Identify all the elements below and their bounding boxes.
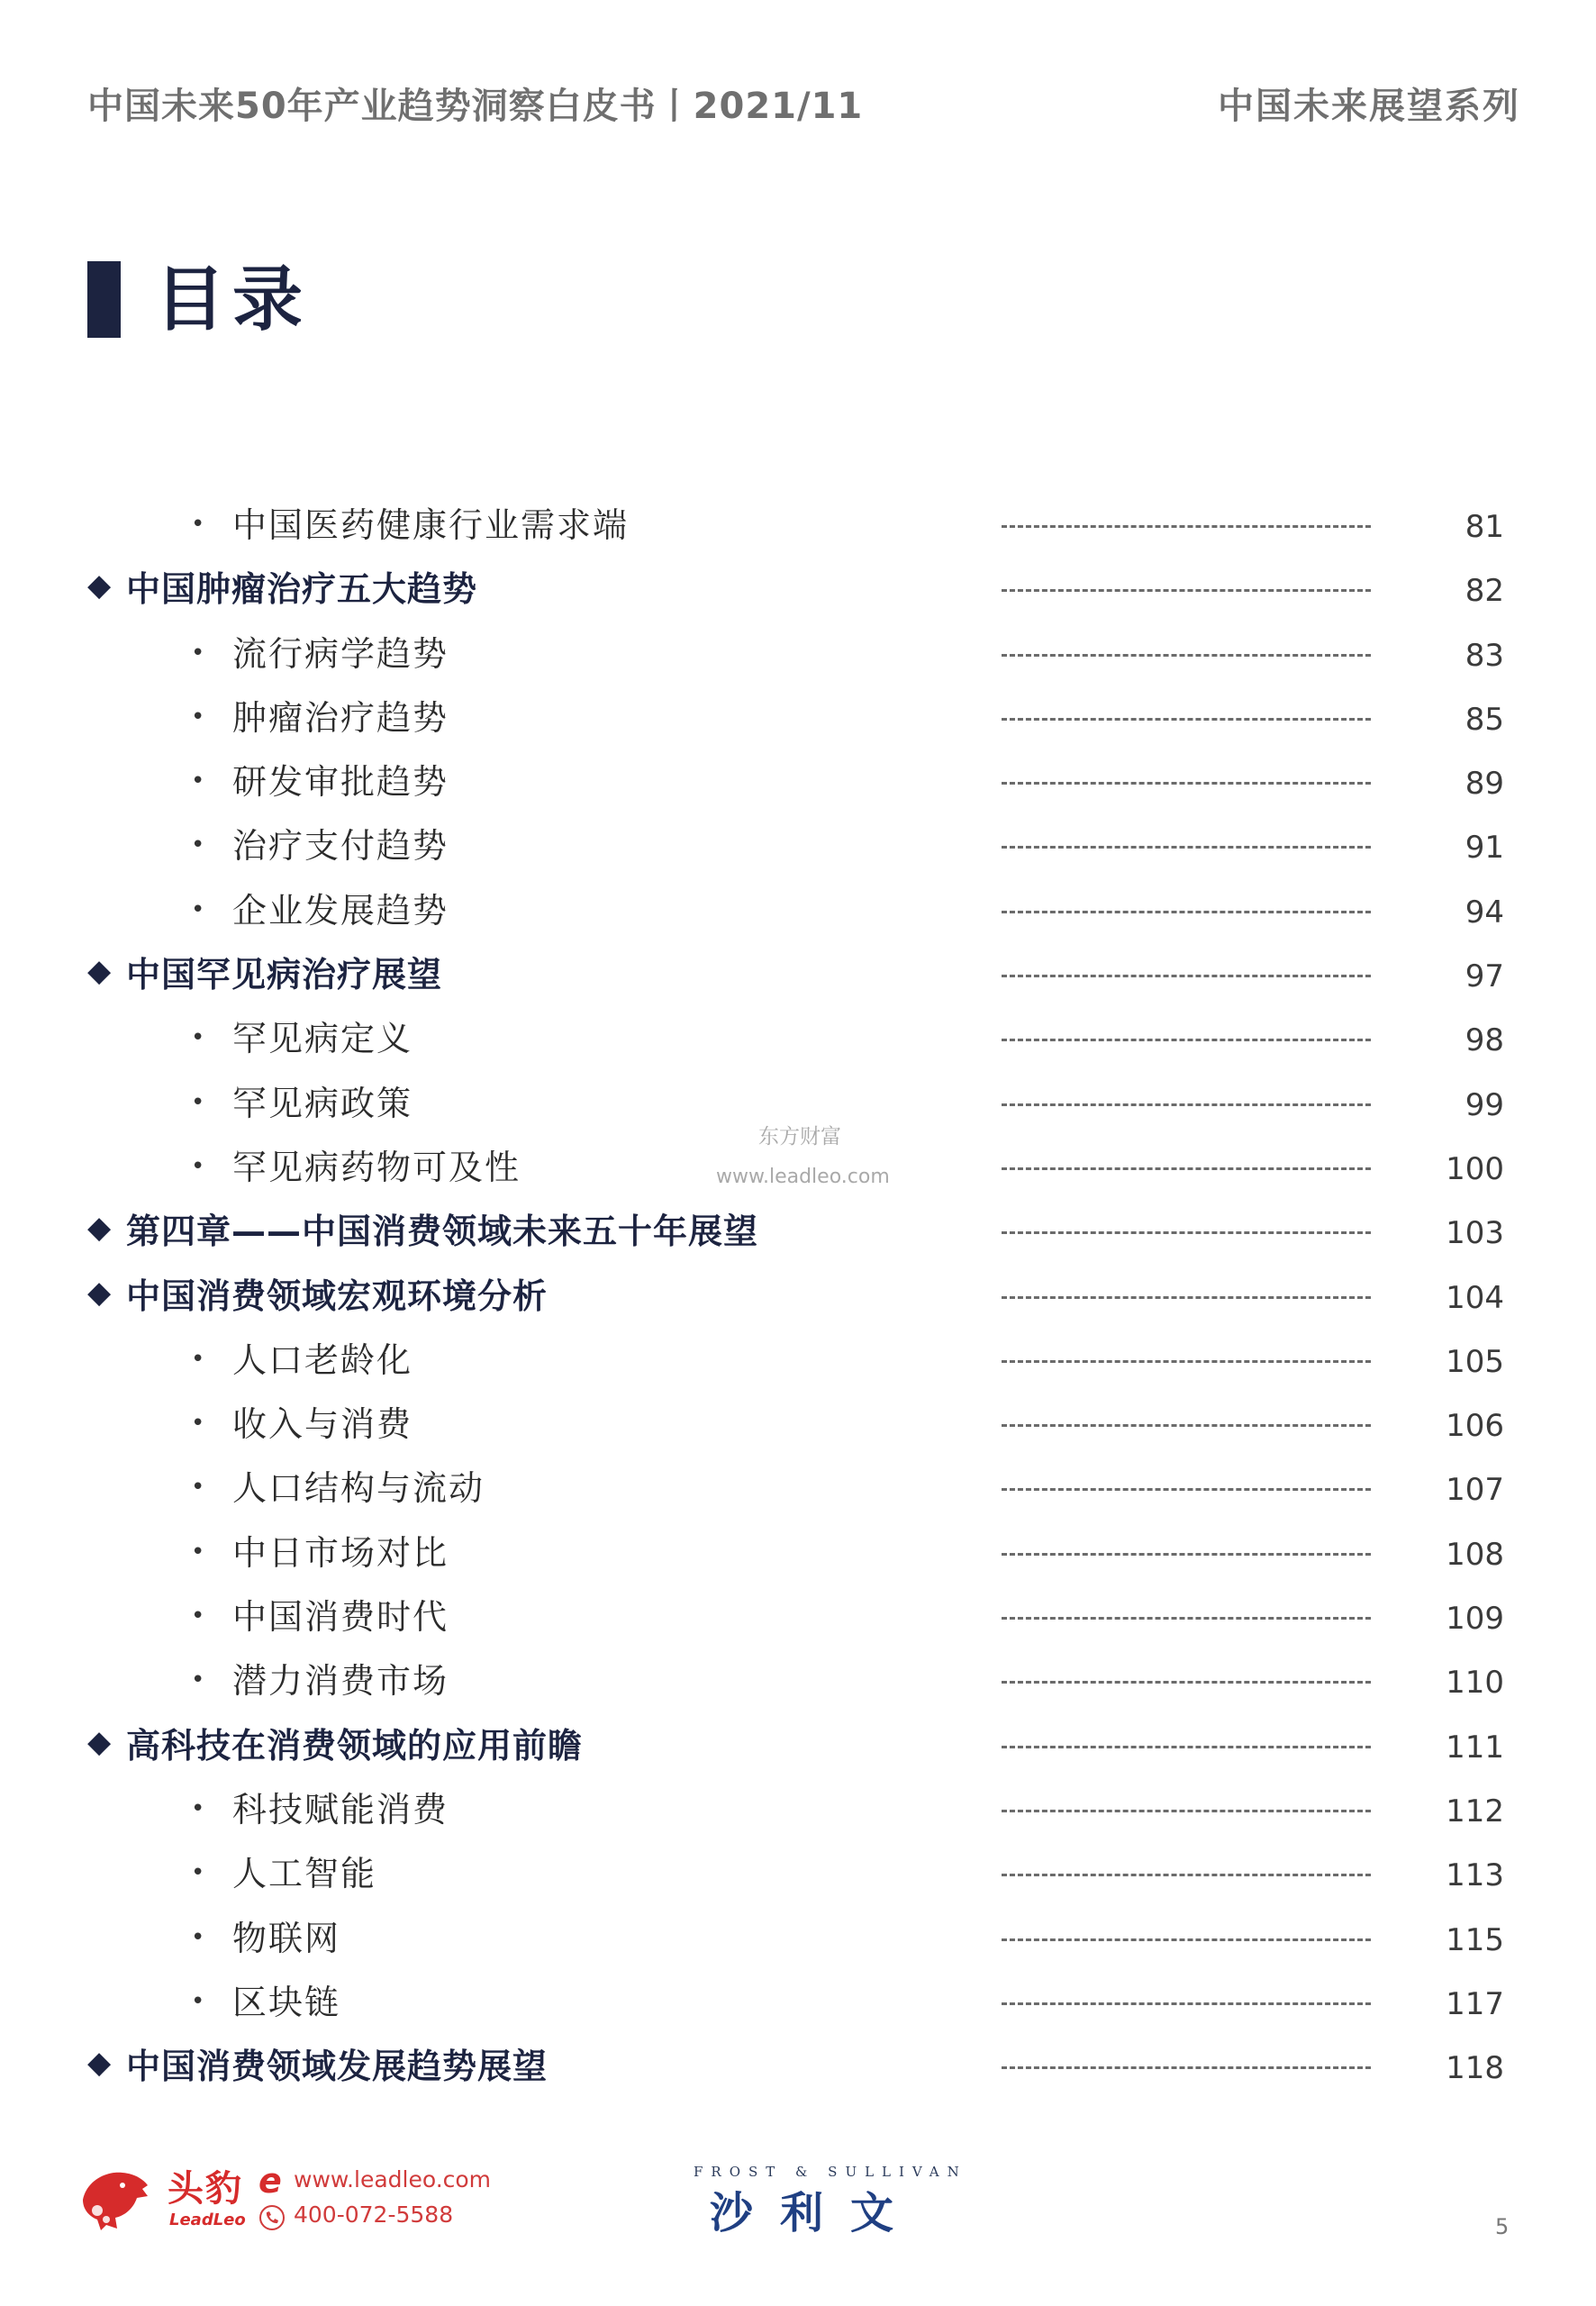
toc-page-number: 83: [1465, 637, 1504, 674]
dotted-leader: [1002, 975, 1371, 977]
toc-label: 罕见病药物可及性: [232, 1147, 521, 1187]
diamond-bullet-icon: ◆: [87, 567, 112, 604]
header-title: 中国未来50年产业趋势洞察白皮书丨2021/11: [87, 86, 864, 127]
dot-bullet-icon: •: [191, 1859, 205, 1887]
dot-bullet-icon: •: [191, 831, 205, 859]
diamond-bullet-icon: ◆: [87, 1210, 112, 1247]
dot-bullet-icon: •: [191, 1602, 205, 1630]
page-number: 5: [1495, 2214, 1510, 2239]
dot-bullet-icon: •: [191, 1538, 205, 1566]
toc-label: 中国罕见病治疗展望: [126, 955, 443, 995]
toc-label: 研发审批趋势: [232, 762, 449, 803]
toc-subsection[interactable]: [0, 1458, 1596, 1522]
toc-page-number: 115: [1446, 1921, 1504, 1958]
website-link[interactable]: www.leadleo.com: [294, 2166, 492, 2193]
phone-icon: [258, 2204, 286, 2231]
toc-section[interactable]: [0, 559, 1596, 623]
diamond-bullet-icon: ◆: [87, 1274, 112, 1311]
toc-label: 罕见病政策: [232, 1083, 413, 1123]
watermark-url: www.leadleo.com: [716, 1166, 890, 1188]
toc-page-number: 110: [1446, 1665, 1504, 1702]
dot-bullet-icon: •: [191, 1666, 205, 1694]
dotted-leader: [1002, 2002, 1371, 2005]
dot-bullet-icon: •: [191, 895, 205, 923]
toc-section[interactable]: [0, 945, 1596, 1009]
toc-label: 人口结构与流动: [232, 1468, 485, 1509]
dotted-leader: [1002, 1488, 1371, 1491]
diamond-bullet-icon: ◆: [87, 2045, 112, 2082]
toc-label: 企业发展趋势: [232, 890, 449, 931]
dot-bullet-icon: •: [191, 767, 205, 795]
page-title: 目录: [155, 259, 311, 340]
toc-subsection[interactable]: [0, 495, 1596, 559]
toc-page-number: 89: [1465, 766, 1504, 803]
toc-subsection[interactable]: [0, 1394, 1596, 1458]
dot-bullet-icon: •: [191, 1923, 205, 1951]
toc-subsection[interactable]: [0, 1844, 1596, 1908]
toc-page-number: 82: [1465, 573, 1504, 610]
toc-section[interactable]: [0, 2037, 1596, 2101]
dotted-leader: [1002, 718, 1371, 721]
toc-label: 高科技在消费领域的应用前瞻: [126, 1725, 584, 1766]
toc-label: 罕见病定义: [232, 1019, 413, 1059]
toc-subsection[interactable]: [0, 1523, 1596, 1587]
dotted-leader: [1002, 2066, 1371, 2069]
toc-page-number: 104: [1446, 1279, 1504, 1316]
toc-page-number: 81: [1465, 509, 1504, 545]
dotted-leader: [1002, 1039, 1371, 1041]
toc-page-number: 99: [1465, 1086, 1504, 1123]
dotted-leader: [1002, 1874, 1371, 1876]
dotted-leader: [1002, 1231, 1371, 1234]
phone-number: 400-072-5588: [294, 2202, 454, 2228]
dot-bullet-icon: •: [191, 1345, 205, 1373]
dotted-leader: [1002, 911, 1371, 913]
toc-label: 收入与消费: [232, 1404, 413, 1445]
dotted-leader: [1002, 782, 1371, 785]
dot-bullet-icon: •: [191, 1987, 205, 2015]
toc-page-number: 111: [1446, 1729, 1504, 1766]
watermark-text: 东方财富: [758, 1125, 841, 1148]
dot-bullet-icon: •: [191, 1152, 205, 1180]
toc-page-number: 94: [1465, 894, 1504, 931]
dotted-leader: [1002, 1296, 1371, 1299]
toc-page-number: 118: [1446, 2050, 1504, 2087]
dotted-leader: [1002, 1553, 1371, 1556]
toc-page-number: 107: [1446, 1472, 1504, 1509]
toc-page-number: 85: [1465, 701, 1504, 738]
dot-bullet-icon: •: [191, 1088, 205, 1116]
dotted-leader: [1002, 1167, 1371, 1170]
brand-name-en: LeadLeo: [169, 2211, 246, 2229]
toc-page-number: 105: [1446, 1343, 1504, 1380]
diamond-bullet-icon: ◆: [87, 953, 112, 990]
leadleo-leopard-logo-icon: [79, 2164, 151, 2232]
toc-page-number: 117: [1446, 1985, 1504, 2022]
toc-label: 中日市场对比: [232, 1532, 449, 1573]
toc-label: 人口老龄化: [232, 1339, 413, 1380]
toc-page-number: 113: [1446, 1857, 1504, 1894]
toc-page-number: 91: [1465, 830, 1504, 867]
toc-subsection[interactable]: [0, 1330, 1596, 1394]
toc-subsection[interactable]: [0, 1973, 1596, 2037]
toc-subsection[interactable]: [0, 1909, 1596, 1973]
header-series: 中国未来展望系列: [1218, 86, 1520, 127]
toc-subsection[interactable]: [0, 881, 1596, 945]
toc-label: 第四章——中国消费领域未来五十年展望: [126, 1212, 759, 1252]
toc-label: 中国消费时代: [232, 1597, 449, 1638]
toc-label: 区块链: [232, 1982, 341, 2022]
title-accent-bar: [87, 261, 121, 338]
dot-bullet-icon: •: [191, 703, 205, 731]
toc-section[interactable]: [0, 1202, 1596, 1266]
toc-subsection[interactable]: [0, 1651, 1596, 1715]
dot-bullet-icon: •: [191, 1474, 205, 1502]
dot-bullet-icon: •: [191, 1794, 205, 1822]
dot-bullet-icon: •: [191, 511, 205, 538]
toc-page-number: 109: [1446, 1601, 1504, 1638]
toc-page-number: 112: [1446, 1793, 1504, 1829]
toc-label: 治疗支付趋势: [232, 826, 449, 867]
dot-bullet-icon: •: [191, 1024, 205, 1052]
toc-section[interactable]: [0, 1266, 1596, 1330]
toc-label: 中国消费领域发展趋势展望: [126, 2047, 549, 2087]
toc-label: 中国消费领域宏观环境分析: [126, 1276, 549, 1316]
toc-label: 物联网: [232, 1918, 341, 1958]
website-icon: e: [258, 2161, 282, 2201]
toc-label: 中国肿瘤治疗五大趋势: [126, 569, 478, 610]
dotted-leader: [1002, 654, 1371, 657]
dotted-leader: [1002, 1810, 1371, 1812]
toc-page-number: 103: [1446, 1215, 1504, 1252]
toc-subsection[interactable]: [0, 1587, 1596, 1651]
toc-subsection[interactable]: [0, 1009, 1596, 1073]
dot-bullet-icon: •: [191, 1410, 205, 1438]
dotted-leader: [1002, 589, 1371, 592]
toc-subsection[interactable]: [0, 624, 1596, 688]
dotted-leader: [1002, 1360, 1371, 1363]
dotted-leader: [1002, 525, 1371, 528]
dotted-leader: [1002, 1938, 1371, 1941]
toc-label: 潜力消费市场: [232, 1661, 449, 1702]
toc-page-number: 108: [1446, 1536, 1504, 1573]
dotted-leader: [1002, 1424, 1371, 1427]
toc-page-number: 106: [1446, 1408, 1504, 1445]
toc-page-number: 97: [1465, 958, 1504, 995]
toc-label: 中国医药健康行业需求端: [232, 505, 630, 545]
brand-name-cn: 头豹: [168, 2168, 243, 2210]
toc-subsection[interactable]: [0, 1780, 1596, 1844]
toc-subsection[interactable]: [0, 688, 1596, 752]
toc-label: 科技赋能消费: [232, 1789, 449, 1829]
partner-name-cn: 沙利文: [710, 2188, 921, 2238]
dotted-leader: [1002, 1103, 1371, 1106]
toc-section[interactable]: [0, 1716, 1596, 1780]
dotted-leader: [1002, 1681, 1371, 1684]
toc-label: 流行病学趋势: [232, 633, 449, 674]
dot-bullet-icon: •: [191, 639, 205, 667]
toc-subsection[interactable]: [0, 816, 1596, 880]
diamond-bullet-icon: ◆: [87, 1723, 112, 1760]
toc-label: 人工智能: [232, 1854, 377, 1894]
table-of-contents: [0, 495, 1596, 2101]
toc-subsection[interactable]: [0, 752, 1596, 816]
toc-label: 肿瘤治疗趋势: [232, 697, 449, 738]
toc-page-number: 98: [1465, 1022, 1504, 1059]
dotted-leader: [1002, 846, 1371, 849]
partner-name-en: FROST & SULLIVAN: [694, 2164, 967, 2180]
dotted-leader: [1002, 1746, 1371, 1748]
dotted-leader: [1002, 1617, 1371, 1620]
toc-page-number: 100: [1446, 1150, 1504, 1187]
